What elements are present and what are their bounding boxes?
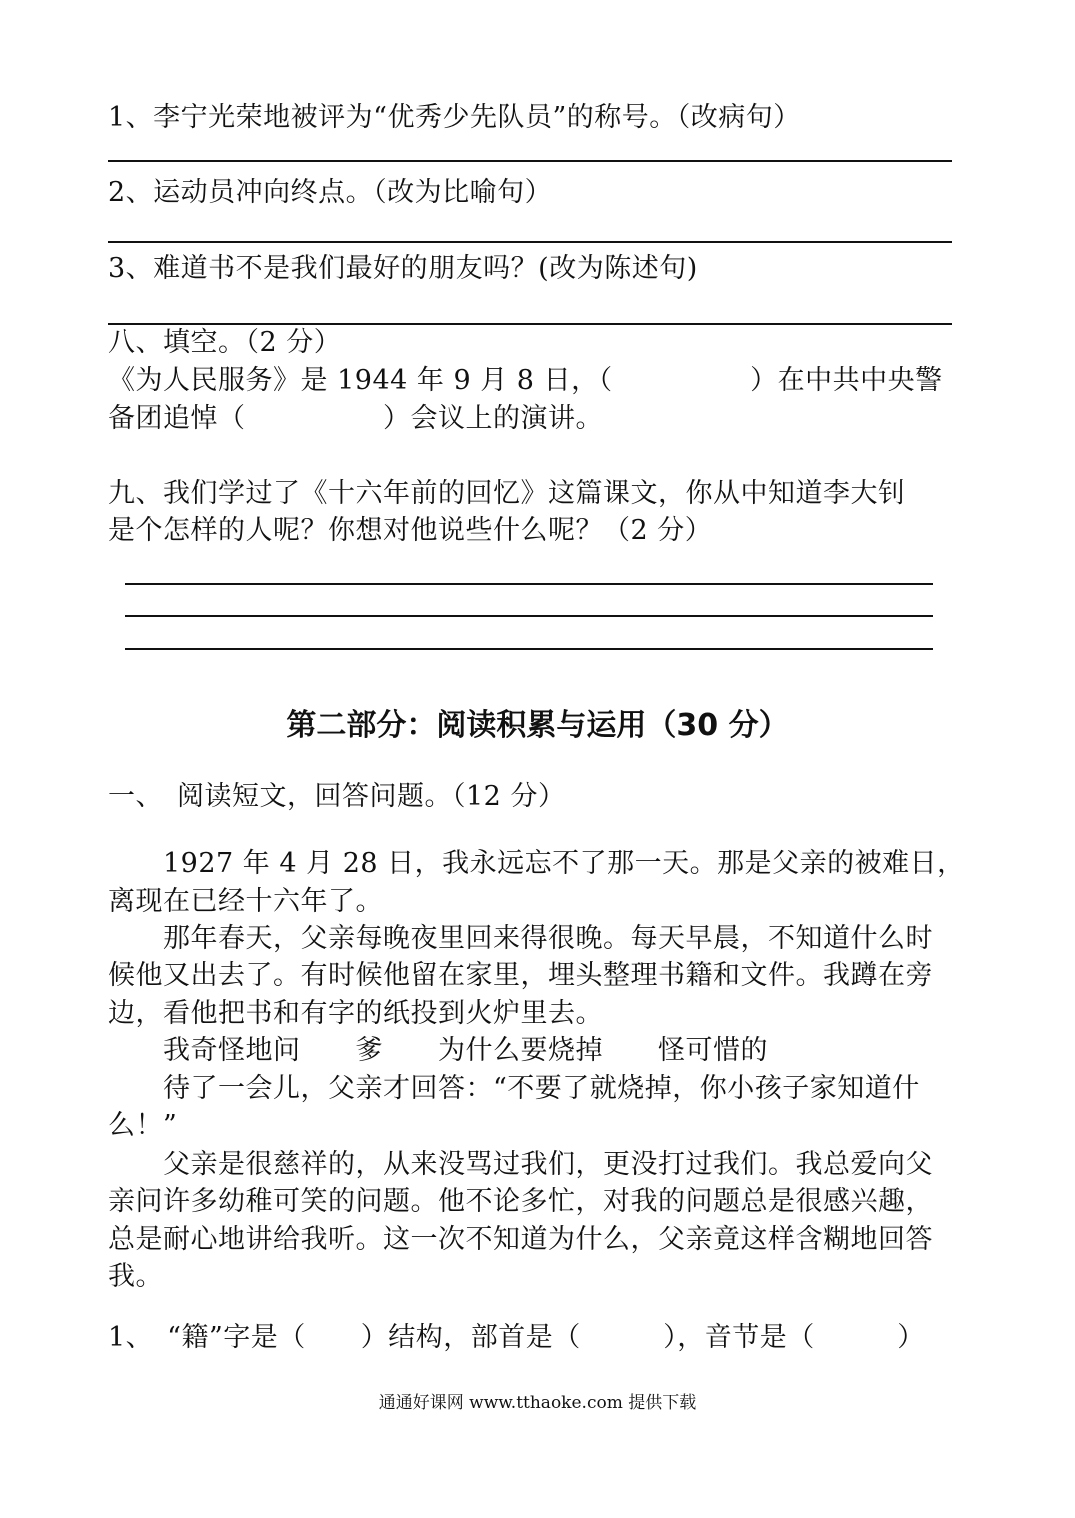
passage-line: 边，看他把书和有字的纸投到火炉里去。 bbox=[108, 998, 603, 1029]
passage-line: 我。 bbox=[108, 1261, 163, 1292]
passage-line: 我奇怪地问 爹 为什么要烧掉 怪可惜的 bbox=[108, 1035, 768, 1066]
answer-line bbox=[108, 160, 952, 162]
answer-line bbox=[125, 615, 933, 617]
passage-line: 总是耐心地讲给我听。这一次不知道为什么，父亲竟这样含糊地回答 bbox=[108, 1224, 933, 1255]
passage-line: 那年春天，父亲每晚夜里回来得很晚。每天早晨，不知道什么时 bbox=[108, 923, 933, 954]
passage-line: 候他又出去了。有时候他留在家里，埋头整理书籍和文件。我蹲在旁 bbox=[108, 960, 933, 991]
answer-line bbox=[125, 648, 933, 650]
answer-line bbox=[125, 583, 933, 585]
part-2-heading: 第二部分：阅读积累与运用（30 分） bbox=[286, 708, 789, 743]
exercise-3: 3、难道书不是我们最好的朋友吗？(改为陈述句) bbox=[108, 253, 698, 284]
exercise-1: 1、李宁光荣地被评为“优秀少先队员”的称号。（改病句） bbox=[108, 102, 801, 133]
section-9-line-1: 九、我们学过了《十六年前的回忆》这篇课文，你从中知道李大钊 bbox=[108, 478, 906, 509]
exercise-2: 2、运动员冲向终点。（改为比喻句） bbox=[108, 177, 553, 208]
answer-line bbox=[108, 241, 952, 243]
section-8-title: 八、填空。（2 分） bbox=[108, 327, 342, 358]
footer-source: 通通好课网 www.tthaoke.com 提供下载 bbox=[378, 1393, 697, 1413]
passage-line: 1927 年 4 月 28 日，我永远忘不了那一天。那是父亲的被难日， bbox=[108, 848, 965, 879]
passage-line: 离现在已经十六年了。 bbox=[108, 886, 383, 917]
passage-line: 亲问许多幼稚可笑的问题。他不论多忙，对我的问题总是很感兴趣， bbox=[108, 1186, 933, 1217]
section-8-line-1: 《为人民服务》是 1944 年 9 月 8 日，（ ）在中共中央警 bbox=[108, 365, 943, 396]
question-1: 1、 “籍”字是（ ）结构，部首是（ ），音节是（ ） bbox=[108, 1322, 925, 1353]
section-9-line-2: 是个怎样的人呢？你想对他说些什么呢？（2 分） bbox=[108, 515, 713, 546]
passage-line: 待了一会儿，父亲才回答：“不要了就烧掉，你小孩子家知道什 bbox=[108, 1073, 920, 1104]
passage-line: 么！” bbox=[108, 1110, 178, 1141]
passage-line: 父亲是很慈祥的，从来没骂过我们，更没打过我们。我总爱向父 bbox=[108, 1149, 933, 1180]
section-8-line-2: 备团追悼（ ）会议上的演讲。 bbox=[108, 403, 603, 434]
reading-task: 一、 阅读短文，回答问题。（12 分） bbox=[108, 781, 566, 812]
